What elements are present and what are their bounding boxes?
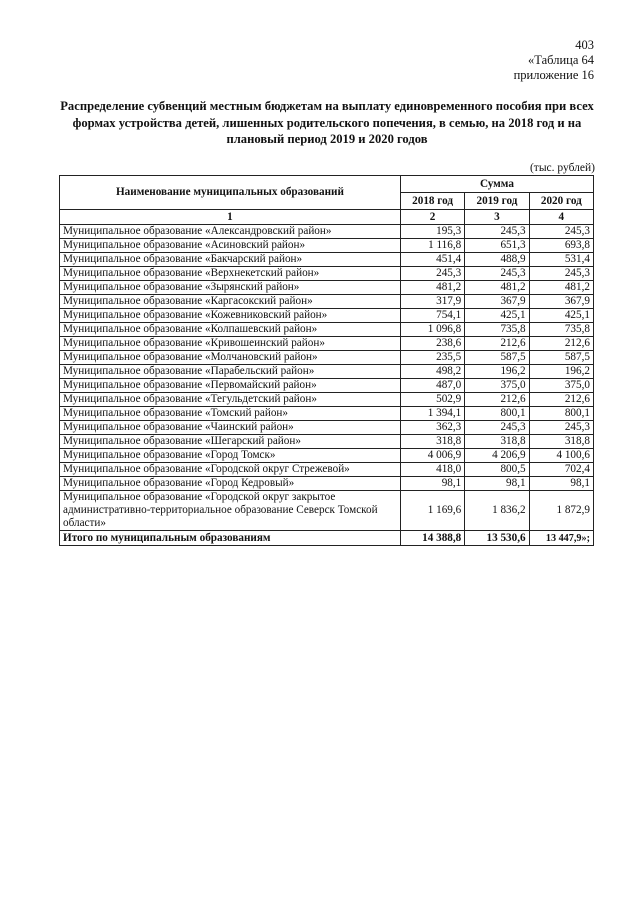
subvention-table [59,175,594,546]
value-2018: 502,9 [400,393,464,407]
municipality-name: Муниципальное образование «Бакчарский район» [60,253,401,267]
value-2020: 531,4 [529,253,593,267]
municipality-name: Муниципальное образование «Городской округ закрытое административно-территориальное образование Северск Томской области» [60,491,401,531]
value-2018: 4 006,9 [400,449,464,463]
total-2018: 14 388,8 [400,531,464,546]
table-row [60,491,594,531]
table-row [60,351,594,365]
table-row [60,239,594,253]
table-row [60,449,594,463]
value-2018: 418,0 [400,463,464,477]
municipality-name: Муниципальное образование «Зырянский район» [60,281,401,295]
value-2019: 800,1 [465,407,529,421]
value-2019: 245,3 [465,225,529,239]
appendix-label: приложение 16 [513,68,594,82]
value-2019: 375,0 [465,379,529,393]
header-sum: Сумма [400,176,593,193]
value-2019: 318,8 [465,435,529,449]
value-2020: 318,8 [529,435,593,449]
page-number: 403 [575,38,594,52]
value-2020: 212,6 [529,393,593,407]
municipality-name: Муниципальное образование «Шегарский район» [60,435,401,449]
value-2020: 1 872,9 [529,491,593,531]
value-2020: 4 100,6 [529,449,593,463]
municipality-name: Муниципальное образование «Чаинский район» [60,421,401,435]
value-2019: 1 836,2 [465,491,529,531]
document-title: Распределение субвенций местным бюджетам на выплату единовременного пособия при всех формах устройства детей, лишенных родительского попечения, в семью, на 2018 год и на плановый период 2019 и 2020 годов [60,99,594,146]
total-2019: 13 530,6 [465,531,529,546]
municipality-name: Муниципальное образование «Асиновский район» [60,239,401,253]
value-2020: 212,6 [529,337,593,351]
municipality-name: Муниципальное образование «Тегульдетский район» [60,393,401,407]
value-2020: 587,5 [529,351,593,365]
value-2018: 1 169,6 [400,491,464,531]
table-row [60,379,594,393]
value-2020: 425,1 [529,309,593,323]
value-2020: 702,4 [529,463,593,477]
value-2018: 1 394,1 [400,407,464,421]
unit-note: (тыс. рублей) [529,162,595,174]
value-2018: 1 096,8 [400,323,464,337]
value-2020: 245,3 [529,267,593,281]
value-2019: 651,3 [465,239,529,253]
value-2020: 693,8 [529,239,593,253]
value-2018: 487,0 [400,379,464,393]
municipality-name: Муниципальное образование «Каргасокский район» [60,295,401,309]
value-2019: 735,8 [465,323,529,337]
value-2019: 245,3 [465,267,529,281]
value-2018: 238,6 [400,337,464,351]
value-2018: 498,2 [400,365,464,379]
value-2019: 98,1 [465,477,529,491]
table-body [60,225,594,531]
value-2018: 451,4 [400,253,464,267]
page-header [514,38,594,83]
header-year-2020: 2020 год [529,193,593,210]
value-2019: 4 206,9 [465,449,529,463]
value-2019: 367,9 [465,295,529,309]
table-row [60,281,594,295]
value-2020: 800,1 [529,407,593,421]
value-2020: 735,8 [529,323,593,337]
value-2020: 196,2 [529,365,593,379]
municipality-name: Муниципальное образование «Молчановский район» [60,351,401,365]
header-year-2019: 2019 год [465,193,529,210]
table-row [60,267,594,281]
header-municipality: Наименование муниципальных образований [60,176,401,210]
value-2020: 245,3 [529,421,593,435]
table-row [60,421,594,435]
municipality-name: Муниципальное образование «Городской округ Стрежевой» [60,463,401,477]
table-row [60,435,594,449]
column-number: 4 [529,210,593,225]
column-number: 1 [60,210,401,225]
total-label: Итого по муниципальным образованиям [60,531,401,546]
municipality-name: Муниципальное образование «Томский район» [60,407,401,421]
value-2020: 98,1 [529,477,593,491]
value-2019: 481,2 [465,281,529,295]
value-2018: 754,1 [400,309,464,323]
value-2019: 800,5 [465,463,529,477]
value-2019: 245,3 [465,421,529,435]
value-2020: 367,9 [529,295,593,309]
value-2018: 245,3 [400,267,464,281]
table-row [60,323,594,337]
total-row [60,531,594,546]
table-row [60,253,594,267]
table-row [60,463,594,477]
value-2019: 587,5 [465,351,529,365]
value-2020: 481,2 [529,281,593,295]
column-number: 2 [400,210,464,225]
table-row [60,309,594,323]
table-row [60,365,594,379]
value-2020: 245,3 [529,225,593,239]
table-row [60,295,594,309]
table-row [60,477,594,491]
total-2020: 13 447,9»; [529,531,593,546]
municipality-name: Муниципальное образование «Город Томск» [60,449,401,463]
header-year-2018: 2018 год [400,193,464,210]
municipality-name: Муниципальное образование «Город Кедровый» [60,477,401,491]
value-2018: 235,5 [400,351,464,365]
value-2019: 425,1 [465,309,529,323]
value-2018: 98,1 [400,477,464,491]
value-2018: 481,2 [400,281,464,295]
value-2019: 488,9 [465,253,529,267]
municipality-name: Муниципальное образование «Колпашевский район» [60,323,401,337]
value-2019: 212,6 [465,393,529,407]
municipality-name: Муниципальное образование «Парабельский район» [60,365,401,379]
table-row [60,393,594,407]
municipality-name: Муниципальное образование «Первомайский район» [60,379,401,393]
municipality-name: Муниципальное образование «Александровский район» [60,225,401,239]
table-label: «Таблица 64 [528,53,594,67]
column-number: 3 [465,210,529,225]
value-2018: 317,9 [400,295,464,309]
value-2018: 1 116,8 [400,239,464,253]
value-2019: 196,2 [465,365,529,379]
table-row [60,225,594,239]
municipality-name: Муниципальное образование «Кожевниковский район» [60,309,401,323]
municipality-name: Муниципальное образование «Кривошеинский район» [60,337,401,351]
value-2018: 318,8 [400,435,464,449]
value-2019: 212,6 [465,337,529,351]
value-2020: 375,0 [529,379,593,393]
municipality-name: Муниципальное образование «Верхнекетский район» [60,267,401,281]
table-row [60,337,594,351]
value-2018: 195,3 [400,225,464,239]
value-2018: 362,3 [400,421,464,435]
table-row [60,407,594,421]
